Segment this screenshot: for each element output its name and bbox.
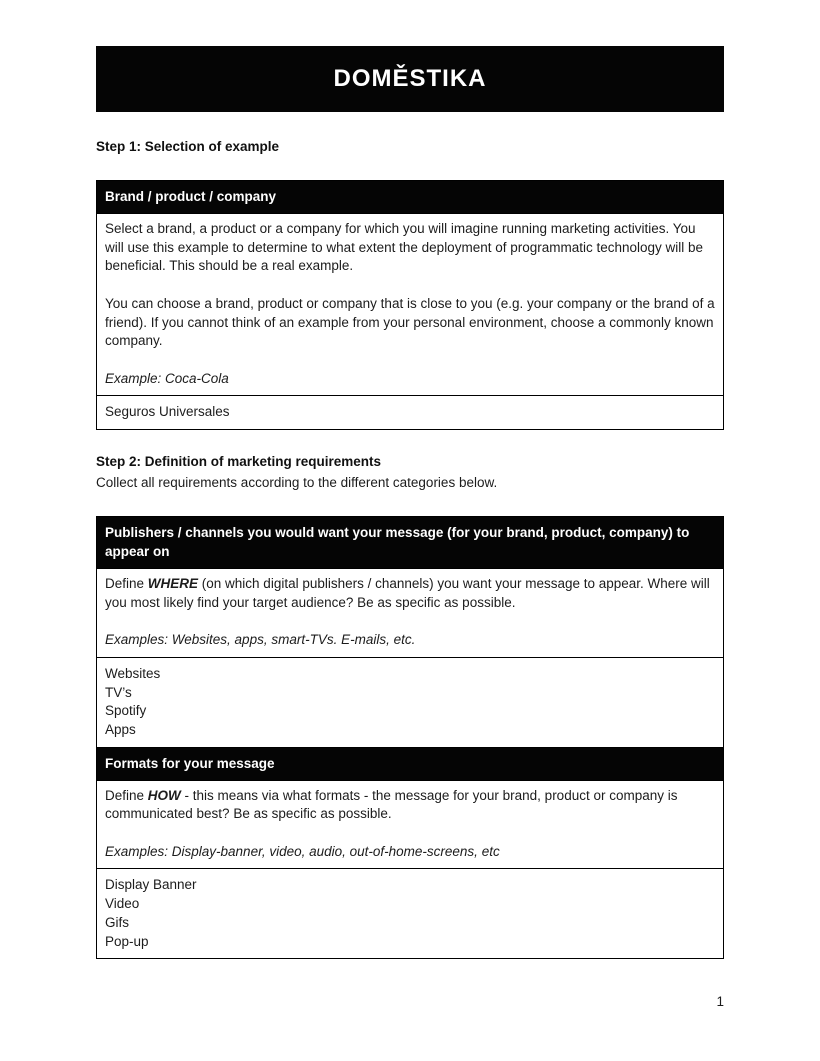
publishers-answer-line: Spotify xyxy=(105,703,147,719)
publishers-description xyxy=(97,568,723,657)
define-suffix: (on which digital publishers / channels) you want your message to appear. Where will you most likely find your target audience? Be as specific as possible. xyxy=(105,576,710,610)
domestika-logo: DOMĚSTIKA xyxy=(333,65,487,92)
step2-subtitle: Collect all requirements according to the different categories below. xyxy=(96,475,498,490)
formats-description xyxy=(97,780,723,869)
formats-examples-text: Examples: Display-banner, video, audio, out-of-home-screens, etc xyxy=(105,843,500,859)
formats-answer-line: Gifs xyxy=(105,914,130,930)
step1-table-description xyxy=(97,213,723,395)
formats-answer-cell xyxy=(97,868,723,958)
publishers-answer-line: Apps xyxy=(105,721,136,737)
publishers-header: Publishers / channels you would want your message (for your brand, product, company) to appear on xyxy=(97,517,723,568)
publishers-answer-line: Websites xyxy=(105,665,161,681)
formats-answer-line: Pop-up xyxy=(105,933,149,949)
document-content xyxy=(96,112,724,959)
step1-paragraph-1: Select a brand, a product or a company for which you will imagine running marketing activities. You will use this example to determine to what extent the deployment of programmatic technology will be beneficial. This should be a real example. xyxy=(105,221,704,274)
step1-example-text: Example: Coca-Cola xyxy=(105,370,229,386)
step1-answer-cell: Seguros Universales xyxy=(97,395,723,429)
page-number: 1 xyxy=(716,994,724,1009)
define-keyword-how: HOW xyxy=(147,787,181,803)
define-prefix: Define xyxy=(105,787,148,803)
step2-table xyxy=(96,516,724,959)
step1-paragraph-2: You can choose a brand, product or company that is close to you (e.g. your company or the brand of a friend). If you cannot think of an example from your personal environment, choose a commonly known company. xyxy=(105,295,715,349)
formats-answer-line: Display Banner xyxy=(105,877,197,893)
define-keyword-where: WHERE xyxy=(147,576,199,591)
step1-table xyxy=(96,180,724,430)
step1-table-header: Brand / product / company xyxy=(97,181,723,213)
formats-define-paragraph xyxy=(105,787,715,824)
publishers-answer-cell xyxy=(97,657,723,747)
publishers-examples-text: Examples: Websites, apps, smart-TVs. E-mails, etc. xyxy=(105,632,416,648)
formats-header: Formats for your message xyxy=(97,747,723,780)
publishers-define-paragraph xyxy=(105,575,715,612)
publishers-answer-line: TV’s xyxy=(105,684,132,700)
formats-answer-line: Video xyxy=(105,896,140,912)
define-prefix: Define xyxy=(105,576,148,591)
step1-title: Step 1: Selection of example xyxy=(96,139,280,154)
step2-title: Step 2: Definition of marketing requirements xyxy=(96,454,382,469)
domestika-banner xyxy=(96,46,724,112)
define-suffix: - this means via what formats - the message for your brand, product or company is communicated best? Be as specific as possible. xyxy=(105,787,678,822)
